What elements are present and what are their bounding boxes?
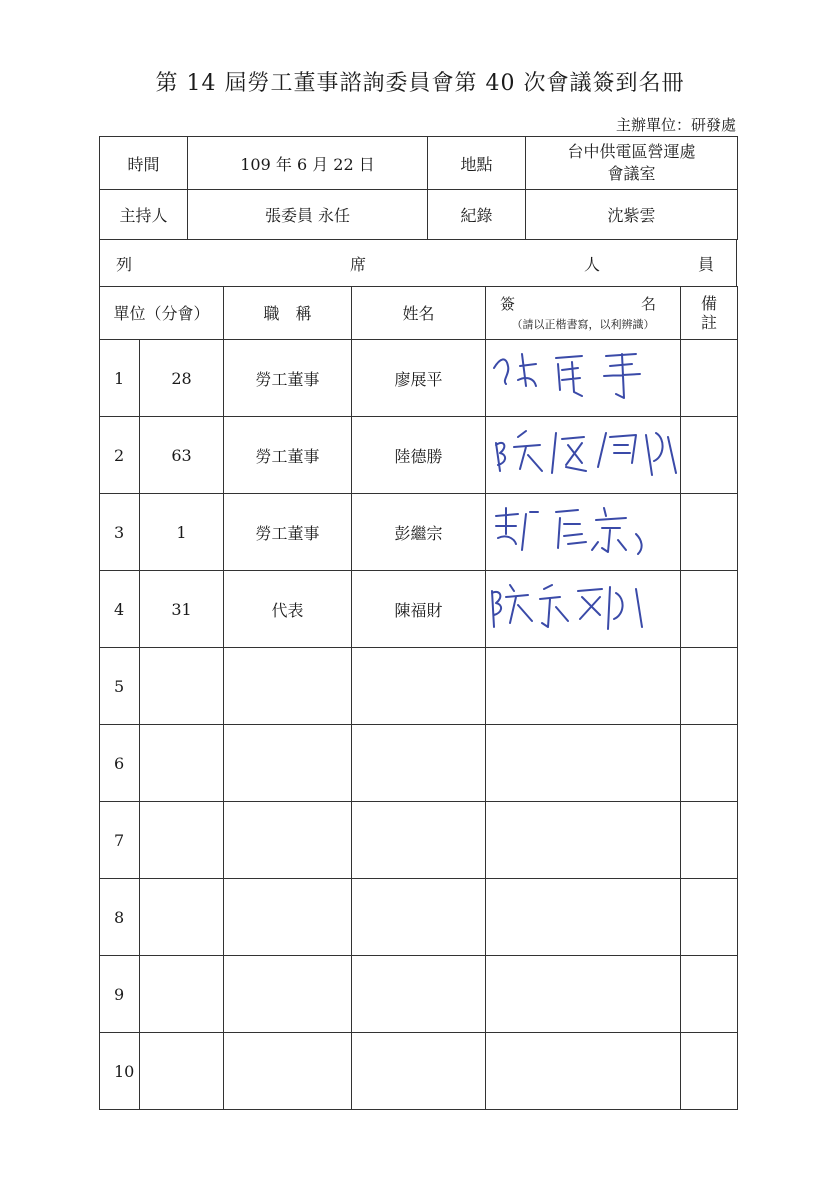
signature-stroke (496, 431, 676, 475)
table-row (100, 494, 738, 571)
row-number: 10 (100, 1033, 140, 1110)
attendance-table (99, 286, 738, 1110)
row-number: 6 (100, 725, 140, 802)
header-signature (486, 286, 681, 340)
row-title (224, 956, 352, 1033)
table-row (100, 802, 738, 879)
row-remark (681, 340, 738, 417)
table-row (100, 956, 738, 1033)
row-number: 1 (100, 340, 140, 417)
row-name: 彭繼宗 (352, 494, 486, 571)
row-remark (681, 494, 738, 571)
time-value: 109 年 6 月 22 日 (188, 137, 428, 190)
place-line-1: 台中供電區營運處 (567, 142, 696, 161)
row-unit (140, 956, 224, 1033)
header-name: 姓名 (352, 286, 486, 340)
banner-char-4: 員 (697, 254, 714, 274)
document-title: 第 14 屆勞工董事諮詢委員會第 40 次會議簽到名冊 (155, 71, 685, 96)
table-row (100, 1033, 738, 1110)
host-label: 主持人 (100, 190, 188, 240)
banner-char-3: 人 (583, 254, 600, 274)
table-row (100, 571, 738, 648)
attendance-header-row (100, 286, 738, 340)
row-number: 4 (100, 571, 140, 648)
row-signature (486, 340, 681, 417)
row-unit (140, 1033, 224, 1110)
host-value: 張委員 永任 (188, 190, 428, 240)
row-unit (140, 802, 224, 879)
row-title: 勞工董事 (224, 417, 352, 494)
row-name: 廖展平 (352, 340, 486, 417)
row-number: 5 (100, 648, 140, 725)
row-signature (486, 417, 681, 494)
place-line-2: 會議室 (607, 164, 656, 183)
row-name (352, 725, 486, 802)
row-name: 陸德勝 (352, 417, 486, 494)
row-name (352, 956, 486, 1033)
recorder-value: 沈紫雲 (526, 190, 738, 240)
table-row (100, 417, 738, 494)
row-signature (486, 802, 681, 879)
banner-char-2: 席 (349, 254, 366, 274)
header-sign-note: （請以正楷書寫，以利辨識） (511, 318, 655, 331)
place-label: 地點 (428, 137, 526, 190)
row-remark (681, 725, 738, 802)
table-row (100, 879, 738, 956)
row-number: 3 (100, 494, 140, 571)
time-label: 時間 (100, 137, 188, 190)
row-name: 陳福財 (352, 571, 486, 648)
row-title: 代表 (224, 571, 352, 648)
row-title (224, 802, 352, 879)
header-sign-char-1: 簽 (500, 295, 516, 313)
table-row (100, 725, 738, 802)
row-title: 勞工董事 (224, 340, 352, 417)
row-unit (140, 648, 224, 725)
recorder-label: 紀錄 (428, 190, 526, 240)
handwritten-signature (486, 340, 681, 416)
row-signature (486, 494, 681, 571)
row-signature (486, 648, 681, 725)
row-unit: 1 (140, 494, 224, 571)
signature-stroke (496, 508, 642, 554)
row-signature (486, 879, 681, 956)
row-title (224, 879, 352, 956)
row-signature (486, 571, 681, 648)
table-row (100, 648, 738, 725)
row-unit: 28 (140, 340, 224, 417)
row-title (224, 648, 352, 725)
place-value (526, 137, 738, 190)
row-number: 9 (100, 956, 140, 1033)
organizer-label: 主辦單位：研發處 (615, 116, 736, 134)
row-name (352, 648, 486, 725)
handwritten-signature (486, 571, 681, 647)
row-remark (681, 802, 738, 879)
row-number: 8 (100, 879, 140, 956)
header-unit: 單位（分會） (100, 286, 224, 340)
table-row (100, 340, 738, 417)
row-number: 7 (100, 802, 140, 879)
row-name (352, 879, 486, 956)
row-title: 勞工董事 (224, 494, 352, 571)
row-name (352, 1033, 486, 1110)
header-sign-char-2: 名 (641, 295, 657, 313)
header-remark-char-1: 備 (701, 293, 718, 313)
row-signature (486, 725, 681, 802)
meeting-info-table (99, 136, 738, 240)
row-remark (681, 956, 738, 1033)
handwritten-signature (486, 417, 681, 493)
banner-char-1: 列 (116, 254, 133, 274)
row-unit: 63 (140, 417, 224, 494)
row-name (352, 802, 486, 879)
row-unit (140, 879, 224, 956)
row-number: 2 (100, 417, 140, 494)
row-remark (681, 417, 738, 494)
row-title (224, 1033, 352, 1110)
header-remark (681, 286, 738, 340)
row-title (224, 725, 352, 802)
row-remark (681, 879, 738, 956)
header-remark-char-2: 註 (701, 312, 718, 332)
attendees-banner (99, 240, 737, 287)
row-remark (681, 571, 738, 648)
row-signature (486, 956, 681, 1033)
handwritten-signature (486, 494, 681, 570)
row-unit: 31 (140, 571, 224, 648)
signature-stroke (492, 585, 642, 629)
row-unit (140, 725, 224, 802)
row-remark (681, 648, 738, 725)
row-signature (486, 1033, 681, 1110)
row-remark (681, 1033, 738, 1110)
header-title: 職 稱 (224, 286, 352, 340)
signature-stroke (494, 354, 640, 398)
